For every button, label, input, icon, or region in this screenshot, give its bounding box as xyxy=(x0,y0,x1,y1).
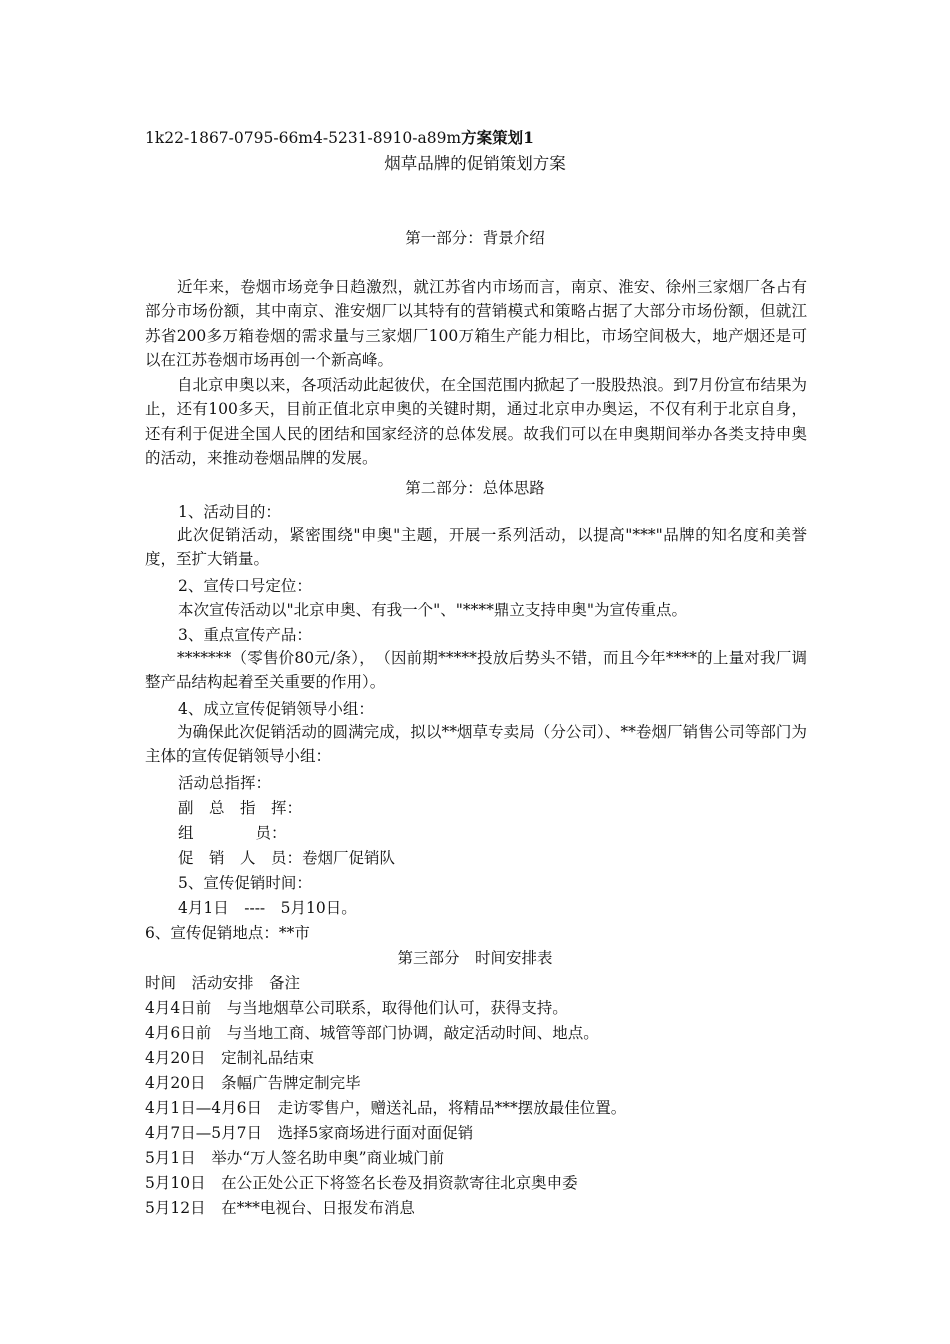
section6-location: 6、宣传促销地点：**市 xyxy=(145,924,310,942)
role-deputy: 副 总 指 挥： xyxy=(178,799,303,817)
schedule-row: 4月1日—4月6日 走访零售户，赠送礼品，将精品***摆放最佳位置。 xyxy=(145,1099,627,1117)
part2-heading: 第二部分：总体思路 xyxy=(405,479,545,497)
schedule-row: 4月6日前 与当地工商、城管等部门协调，敲定活动时间、地点。 xyxy=(145,1024,599,1042)
schedule-header: 时间 活动安排 备注 xyxy=(145,974,301,992)
role-commander: 活动总指挥： xyxy=(178,774,272,792)
section2-title: 2、宣传口号定位： xyxy=(178,577,312,595)
doc-header xyxy=(145,128,534,148)
part3-heading: 第三部分 时间安排表 xyxy=(397,949,553,967)
part1-paragraph-2: 自北京申奥以来，各项活动此起彼伏，在全国范围内掀起了一股股热浪。到7月份宣布结果为止，还有100多天，目前正值北京申奥的关键时期，通过北京申办奥运，不仅有利于北京自身，还有利于促进全国人民的团结和国家经济的总体发展。故我们可以在申奥期间举办各类支持申奥的活动，来推动卷烟品牌的发展。 xyxy=(145,376,807,468)
section1-text: 此次促销活动，紧密围绕"申奥"主题，开展一系列活动，以提高"***"品牌的知名度和美誉度，至扩大销量。 xyxy=(145,526,807,569)
section1-title: 1、活动目的： xyxy=(178,503,281,521)
section3-title: 3、重点宣传产品： xyxy=(178,626,312,644)
schedule-row: 4月4日前 与当地烟草公司联系，取得他们认可，获得支持。 xyxy=(145,999,568,1017)
schedule-row: 5月1日 举办“万人签名助申奥”商业城门前 xyxy=(145,1149,445,1167)
part1-heading: 第一部分：背景介绍 xyxy=(405,229,545,247)
schedule-row: 5月12日 在***电视台、日报发布消息 xyxy=(145,1199,415,1217)
doc-code: 1k22-1867-0795-66m4-5231-8910-a89m xyxy=(145,129,462,147)
section3-text: *******（零售价80元/条）， （因前期*****投放后势头不错，而且今年****的上量对我厂调整产品结构起着至关重要的作用）。 xyxy=(145,649,807,692)
section2-text: 本次宣传活动以"北京申奥、有我一个"、"****鼎立支持申奥"为宣传重点。 xyxy=(178,601,688,619)
doc-tag: 方案策划1 xyxy=(461,128,534,147)
schedule-row: 4月20日 条幅广告牌定制完毕 xyxy=(145,1074,361,1092)
doc-title: 烟草品牌的促销策划方案 xyxy=(384,154,566,173)
section4-title: 4、成立宣传促销领导小组： xyxy=(178,700,374,718)
schedule-row: 4月7日—5月7日 选择5家商场进行面对面促销 xyxy=(145,1124,474,1142)
schedule-row: 5月10日 在公正处公正下将签名长卷及捐资款寄往北京奥申委 xyxy=(145,1174,578,1192)
part1-paragraph-1: 近年来，卷烟市场竞争日趋激烈，就江苏省内市场而言，南京、淮安、徐州三家烟厂各占有部分市场份额，其中南京、淮安烟厂以其特有的营销模式和策略占据了大部分市场份额，但就江苏省200多万箱卷烟的需求量与三家烟厂100万箱生产能力相比，市场空间极大，地产烟还是可以在江苏卷烟市场再创一个新高峰。 xyxy=(145,278,807,370)
section5-title: 5、宣传促销时间： xyxy=(178,874,312,892)
role-promoters: 促 销 人 员：卷烟厂促销队 xyxy=(178,849,396,867)
section5-text: 4月1日 ---- 5月10日。 xyxy=(178,899,357,917)
schedule-row: 4月20日 定制礼品结束 xyxy=(145,1049,315,1067)
role-members: 组 员： xyxy=(178,824,287,842)
section4-text: 为确保此次促销活动的圆满完成，拟以**烟草专卖局（分公司）、**卷烟厂销售公司等部门为主体的宣传促销领导小组： xyxy=(145,723,807,766)
